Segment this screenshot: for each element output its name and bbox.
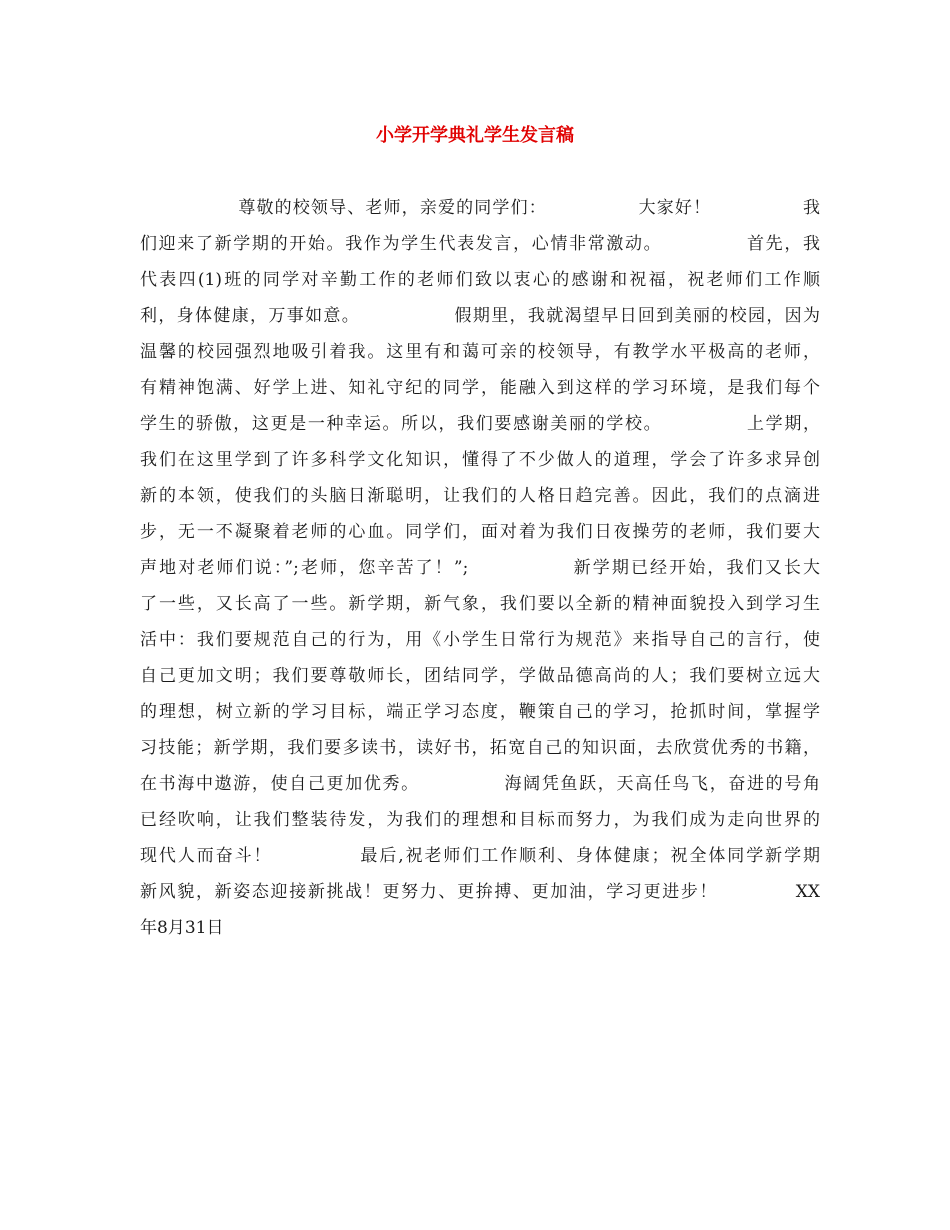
text-line: 步，无一不凝聚着老师的心血。同学们，面对着为我们日夜操劳的老师，我们要大 [140, 522, 820, 542]
document-body [140, 190, 820, 946]
text-line: 新风貌，新姿态迎接新挑战！更努力、更拚搏、更加油，学习更进步！ XX [140, 882, 820, 902]
text-line: 习技能；新学期，我们要多读书，读好书，拓宽自己的知识面，去欣赏优秀的书籍， [140, 738, 820, 758]
text-line: 代表四(1)班的同学对辛勤工作的老师们致以衷心的感谢和祝福，祝老师们工作顺 [140, 270, 820, 290]
text-line: 自己更加文明；我们要尊敬师长，团结同学，学做品德高尚的人；我们要树立远大 [140, 666, 820, 686]
document-title: 小学开学典礼学生发言稿 [376, 125, 574, 146]
text-line: 有精神饱满、好学上进、知礼守纪的同学，能融入到这样的学习环境，是我们每个 [140, 378, 820, 398]
text-line: 现代人而奋斗！ 最后,祝老师们工作顺利、身体健康；祝全体同学新学期 [140, 846, 820, 866]
text-line: 学生的骄傲，这更是一种幸运。所以，我们要感谢美丽的学校。 上学期， [140, 414, 820, 434]
text-line: 的理想，树立新的学习目标，端正学习态度，鞭策自己的学习，抢抓时间，掌握学 [140, 702, 820, 722]
text-line: 了一些，又长高了一些。新学期，新气象，我们要以全新的精神面貌投入到学习生 [140, 594, 820, 614]
text-line: 已经吹响，让我们整装待发，为我们的理想和目标而努力，为我们成为走向世界的 [140, 810, 820, 830]
text-line: 利，身体健康，万事如意。 假期里，我就渴望早日回到美丽的校园，因为 [140, 306, 820, 326]
text-line: 尊敬的校领导、老师，亲爱的同学们： 大家好！ 我 [140, 198, 820, 218]
text-line: 我们在这里学到了许多科学文化知识，懂得了不少做人的道理，学会了许多求异创 [140, 450, 820, 470]
text-line: 在书海中遨游，使自己更加优秀。 海阔凭鱼跃，天高任鸟飞，奋进的号角 [140, 774, 820, 794]
text-line: 年8月31日 [140, 918, 224, 938]
text-line: 新的本领，使我们的头脑日渐聪明，让我们的人格日趋完善。因此，我们的点滴进 [140, 486, 820, 506]
text-line: 温馨的校园强烈地吸引着我。这里有和蔼可亲的校领导，有教学水平极高的老师， [140, 342, 820, 362]
text-line: 声地对老师们说：”;老师，您辛苦了！”; 新学期已经开始，我们又长大 [140, 558, 820, 578]
text-line: 们迎来了新学期的开始。我作为学生代表发言，心情非常激动。 首先，我 [140, 234, 820, 254]
text-line: 活中：我们要规范自己的行为，用《小学生日常行为规范》来指导自己的言行，使 [140, 630, 820, 650]
